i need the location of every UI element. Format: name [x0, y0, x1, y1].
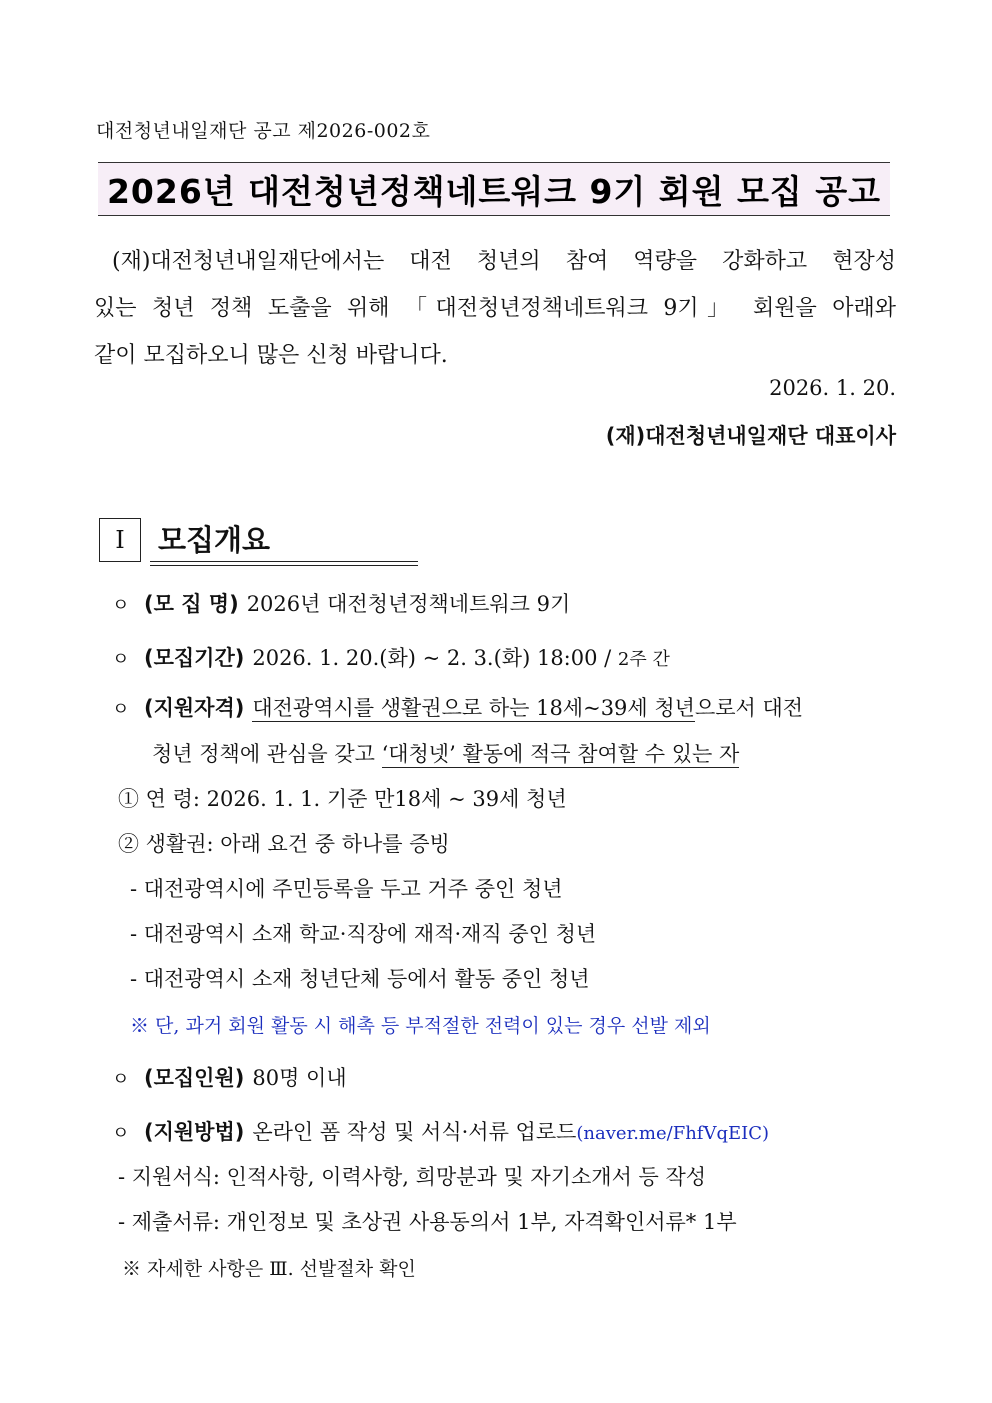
eligibility-rest-1: 으로서 대전: [694, 696, 804, 720]
intro-line-3: 같이 모집하오니 많은 신청 바랍니다.: [94, 343, 448, 368]
item-method: [112, 1116, 769, 1146]
residence-item: - 대전광역시 소재 청년단체 등에서 활동 중인 청년: [130, 967, 590, 991]
eligibility-residence: ② 생활권: 아래 요건 중 하나를 증빙: [118, 832, 450, 856]
bullet-icon: ㅇ: [112, 699, 130, 720]
item-label: (지원자격): [144, 696, 245, 720]
intro-line-1: (재)대전청년내일재단에서는 대전 청년의 참여 역량을 강화하고 현장성: [112, 249, 896, 274]
item-label: (모 집 명): [144, 592, 239, 616]
method-documents: - 제출서류: 개인정보 및 초상권 사용동의서 1부, 자격확인서류* 1부: [118, 1210, 737, 1234]
bullet-icon: ㅇ: [112, 595, 130, 616]
item-eligibility: [112, 692, 803, 722]
section-title-rule: [150, 561, 418, 562]
item-value-suffix: 2주 간: [617, 649, 670, 670]
item-value: 80명 이내: [252, 1066, 347, 1090]
item-value: 2026. 1. 20.(화) ~ 2. 3.(화) 18:00 /: [252, 646, 618, 670]
document-title: 2026년 대전청년정책네트워크 9기 회원 모집 공고: [106, 171, 882, 211]
section-number-box: I: [99, 518, 141, 562]
intro-line-2: 있는 청년 정책 도출을 위해 「대전청년정책네트워크 9기」 회원을 아래와: [94, 296, 896, 321]
item-recruit-period: [112, 642, 670, 672]
method-note: ※ 자세한 사항은 Ⅲ. 선발절차 확인: [122, 1258, 416, 1280]
notice-number: 대전청년내일재단 공고 제2026-002호: [96, 120, 431, 142]
intro-paragraph: [94, 238, 896, 379]
residence-item: - 대전광역시에 주민등록을 두고 거주 중인 청년: [130, 877, 563, 901]
item-label: (모집기간): [144, 646, 245, 670]
item-headcount: [112, 1062, 347, 1092]
notice-date: 2026. 1. 20.: [769, 376, 896, 400]
method-forms: - 지원서식: 인적사항, 이력사항, 희망분과 및 자기소개서 등 작성: [118, 1165, 707, 1189]
bullet-icon: ㅇ: [112, 649, 130, 670]
section-title-rule-thin: [150, 565, 418, 566]
section-title: 모집개요: [158, 523, 271, 557]
residence-item: - 대전광역시 소재 학교·직장에 재적·재직 중인 청년: [130, 922, 597, 946]
eligibility-underlined-1: 대전광역시를 생활권으로 하는 18세~39세 청년: [252, 696, 695, 720]
item-recruit-name: [112, 588, 570, 618]
item-label: (모집인원): [144, 1066, 245, 1090]
bullet-icon: ㅇ: [112, 1069, 130, 1090]
eligibility-age: ① 연 령: 2026. 1. 1. 기준 만18세 ~ 39세 청년: [118, 787, 567, 811]
item-label: (지원방법): [144, 1120, 245, 1144]
eligibility-underlined-2: ‘대청넷’ 활동에 적극 참여할 수 있는 자: [381, 742, 740, 766]
eligibility-plain-2: 청년 정책에 관심을 갖고: [152, 742, 382, 766]
item-value: 온라인 폼 작성 및 서식·서류 업로드: [252, 1120, 577, 1144]
title-box: [98, 162, 890, 216]
exclusion-note: ※ 단, 과거 회원 활동 시 해촉 등 부적절한 전력이 있는 경우 선발 제외: [130, 1015, 711, 1037]
application-link[interactable]: (naver.me/FhfVqEIC): [576, 1123, 770, 1144]
signer: (재)대전청년내일재단 대표이사: [605, 424, 896, 448]
item-value: 2026년 대전청년정책네트워크 9기: [246, 592, 571, 616]
bullet-icon: ㅇ: [112, 1123, 130, 1144]
eligibility-line-2: [152, 738, 739, 768]
